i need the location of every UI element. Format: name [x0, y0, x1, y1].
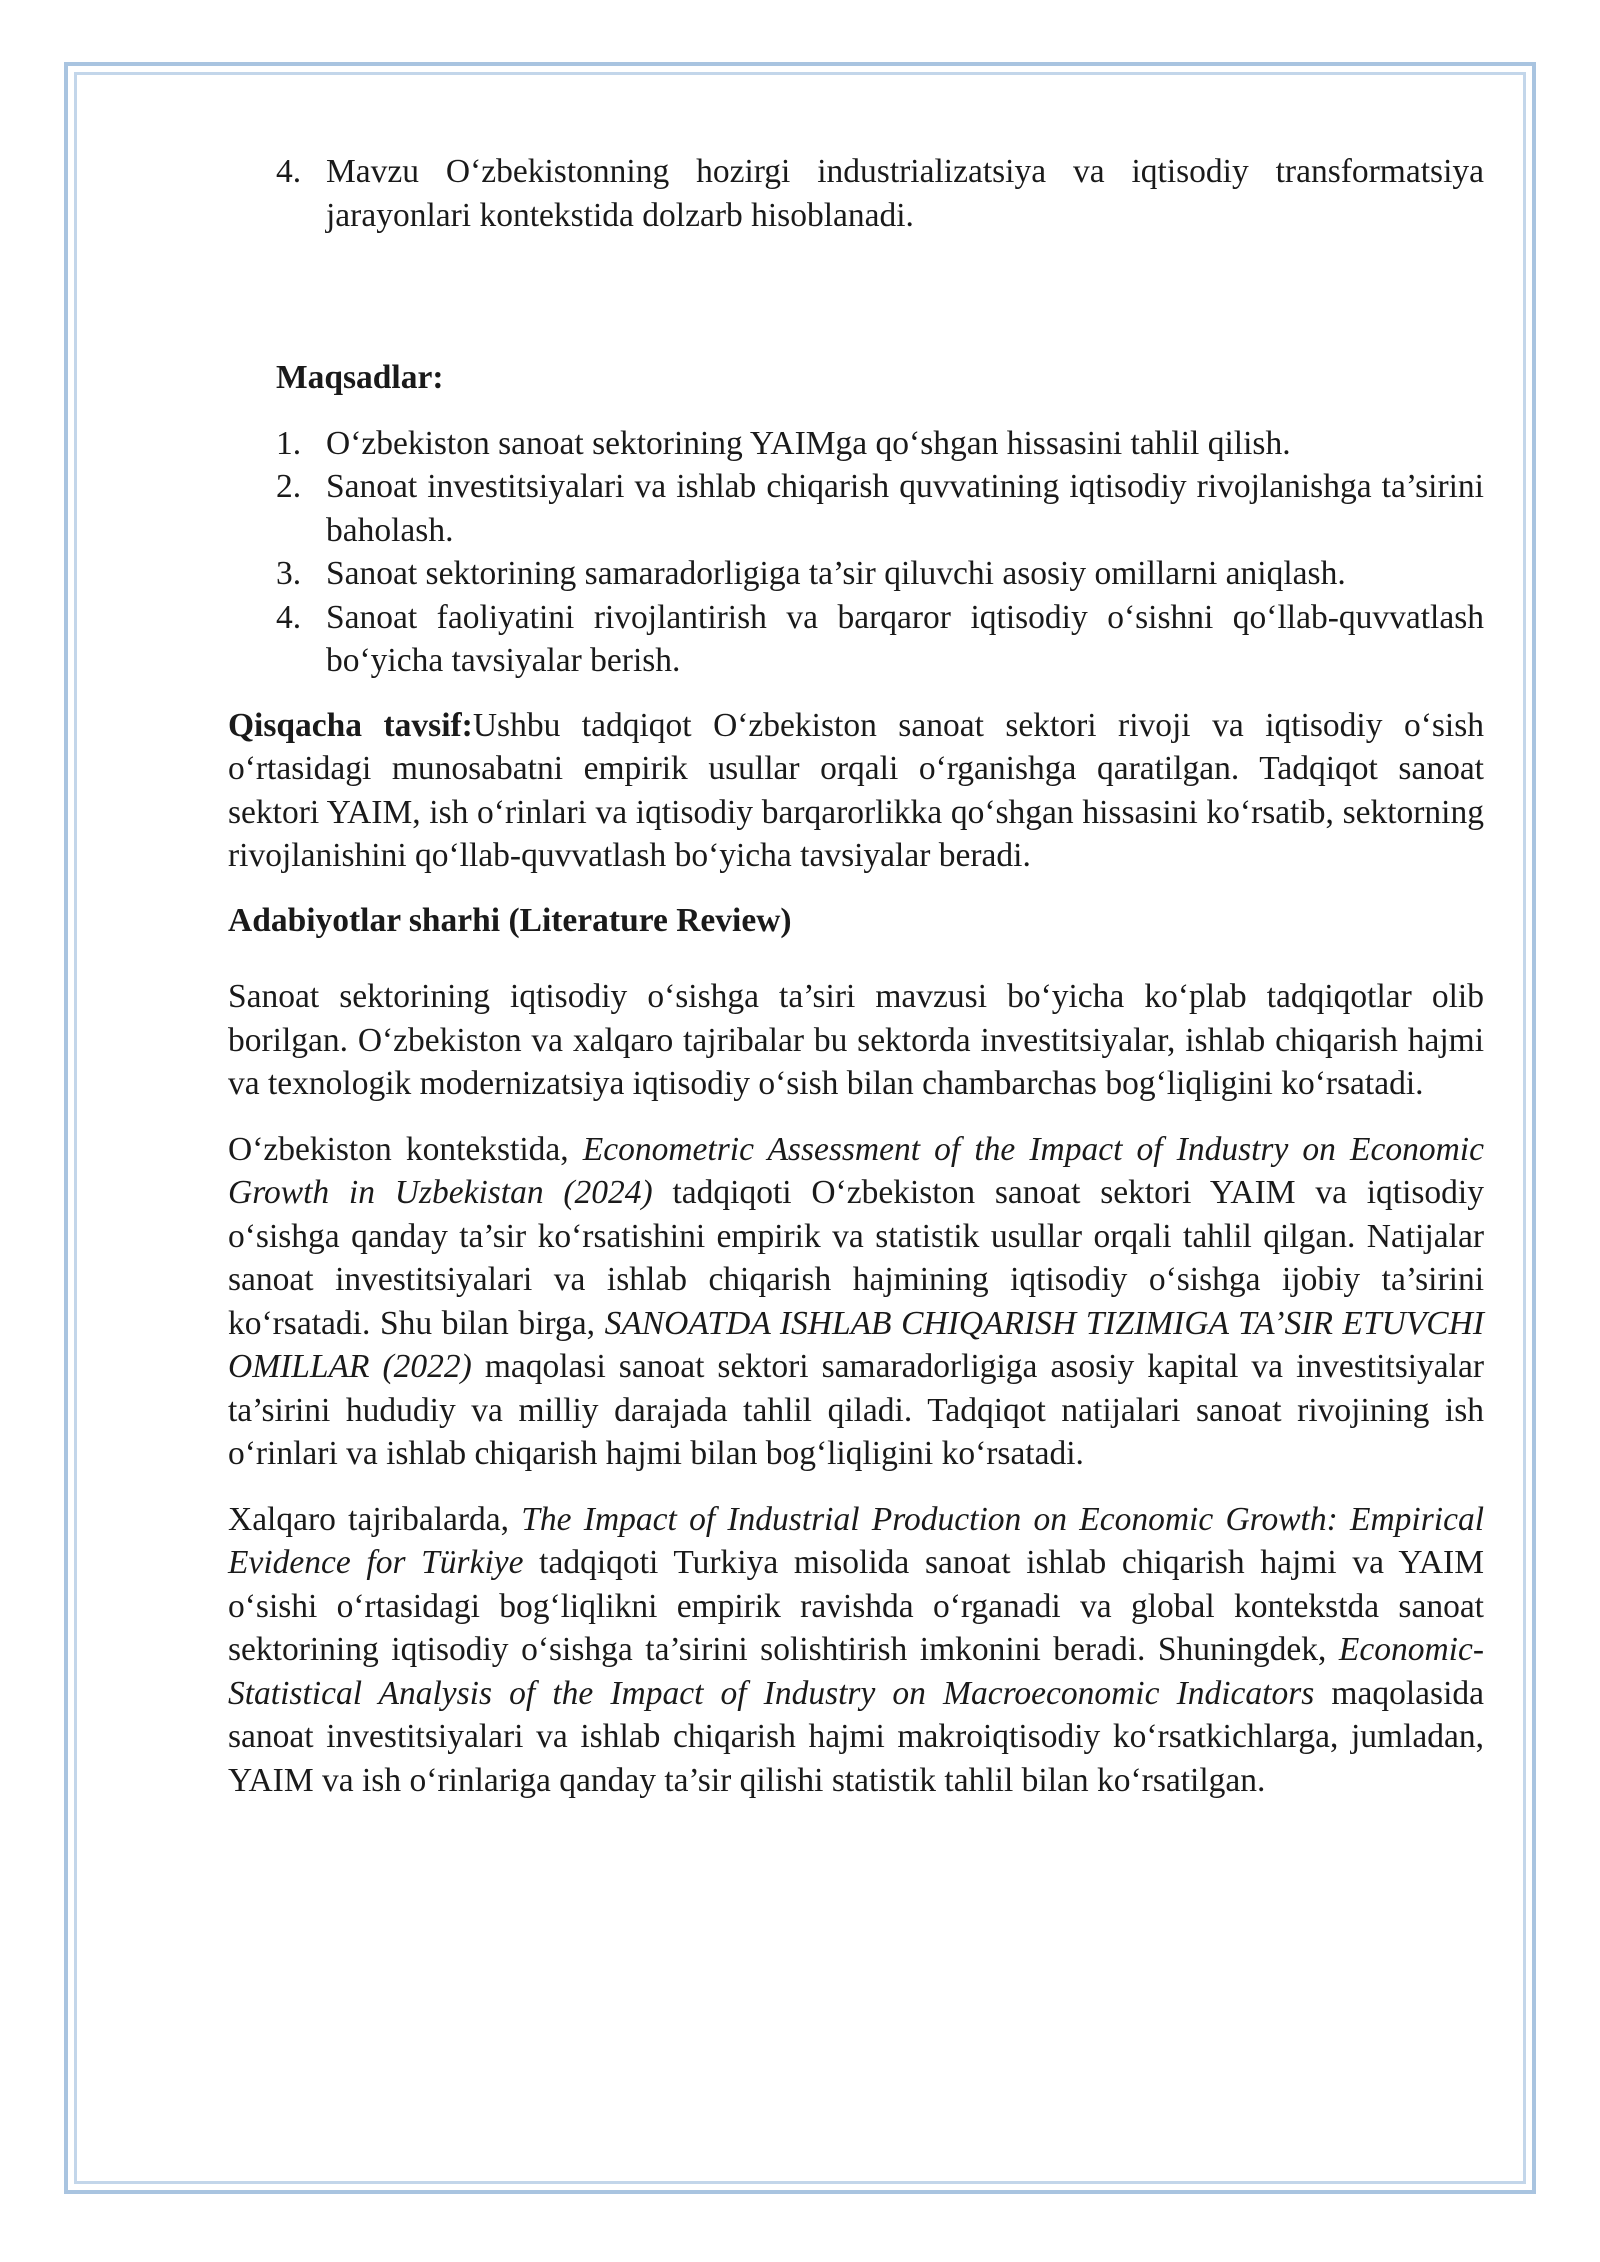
- document-body: [228, 150, 1484, 1802]
- list-item: [276, 596, 1484, 683]
- paragraph-text: Xalqaro tajribalarda,: [228, 1500, 522, 1538]
- literature-heading: Adabiyotlar sharhi (Literature Review): [228, 901, 792, 939]
- summary-label: Qisqacha tavsif:: [228, 706, 473, 744]
- list-number: 4.: [276, 598, 302, 636]
- list-number: 3.: [276, 555, 302, 592]
- list-item: [276, 465, 1484, 552]
- list-item-text: Sanoat investitsiyalari va ishlab chiqarish quvvatining iqtisodiy rivojlanishga ta’sirini baholash.: [326, 468, 1484, 549]
- list-item: [276, 422, 1484, 466]
- cited-title: SANOATDA ISHLAB CHIQARISH TIZIMIGA TA’SIR ETUVCHI OMILLAR (2022): [228, 1304, 1484, 1385]
- paragraph-text: tadqiqoti O‘zbekiston sanoat sektori YAIM va iqtisodiy o‘sishga qanday ta’sir ko‘rsatishini empirik va statistik usullar orqali tahlil qilgan. Natijalar sanoat investitsiyalari va ishlab chiqarish hajmining iqtisodiy o‘sishga ijobiy ta’sirini ko‘rsatadi. Shu bilan birga,: [228, 1174, 1484, 1342]
- list-number: 2.: [276, 468, 302, 505]
- intro-list: [228, 150, 1484, 237]
- paragraph-text: O‘zbekiston kontekstida,: [228, 1130, 583, 1168]
- list-item-text: O‘zbekiston sanoat sektorining YAIMga qo‘shgan hissasini tahlil qilish.: [326, 424, 1291, 462]
- list-number: 4.: [276, 153, 302, 190]
- list-item-text: Sanoat faoliyatini rivojlantirish va barqaror iqtisodiy o‘sishni qo‘llab-quvvatlash bo‘yicha tavsiyalar berish.: [326, 598, 1484, 679]
- cited-title: Econometric Assessment of the Impact of Industry on Economic Growth in Uzbekistan (2024): [228, 1130, 1484, 1211]
- list-number: 1.: [276, 424, 302, 462]
- goals-list: [228, 422, 1484, 683]
- summary-text: Ushbu tadqiqot O‘zbekiston sanoat sektori rivoji va iqtisodiy o‘sish o‘rtasidagi munosabatni empirik usullar orqali o‘rganishga qaratilgan. Tadqiqot sanoat sektori YAIM, ish o‘rinlari va iqtisodiy barqarorlikka qo‘shgan hissasini ko‘rsatib, sektorning rivojlanishini qo‘llab-quvvatlash bo‘yicha tavsiyalar beradi.: [228, 706, 1484, 874]
- summary-paragraph: [228, 704, 1484, 878]
- list-item: [276, 150, 1484, 237]
- cited-title: Economic-Statistical Analysis of the Impact of Industry on Macroeconomic Indicators: [228, 1631, 1484, 1712]
- list-item-text: Sanoat sektorining samaradorligiga ta’sir qiluvchi asosiy omillarni aniqlash.: [326, 555, 1346, 592]
- list-item: [276, 552, 1484, 596]
- goals-heading: Maqsadlar:: [276, 359, 444, 396]
- list-item-text: Mavzu O‘zbekistonning hozirgi industrializatsiya va iqtisodiy transformatsiya jarayonlari kontekstida dolzarb hisoblanadi.: [326, 153, 1484, 234]
- cited-title: The Impact of Industrial Production on Economic Growth: Empirical Evidence for Türkiye: [228, 1500, 1484, 1581]
- paragraph-text: maqolasida sanoat investitsiyalari va ishlab chiqarish hajmi makroiqtisodiy ko‘rsatkichlarga, jumladan, YAIM va ish o‘rinlariga qanday ta’sir qilishi statistik tahlil bilan ko‘rsatilgan.: [228, 1674, 1484, 1799]
- paragraph-text: maqolasi sanoat sektori samaradorligiga asosiy kapital va investitsiyalar ta’sirini hududiy va milliy darajada tahlil qiladi. Tadqiqot natijalari sanoat rivojining ish o‘rinlari va ishlab chiqarish hajmi bilan bog‘liqligini ko‘rsatadi.: [228, 1348, 1485, 1472]
- literature-paragraph-1: Sanoat sektorining iqtisodiy o‘sishga ta’siri mavzusi bo‘yicha ko‘plab tadqiqotlar olib borilgan. O‘zbekiston va xalqaro tajribalar bu sektorda investitsiyalar, ishlab chiqarish hajmi va texnologik modernizatsiya iqtisodiy o‘sish bilan chambarchas bog‘liqligini ko‘rsatadi.: [228, 978, 1484, 1102]
- paragraph-text: tadqiqoti Turkiya misolida sanoat ishlab chiqarish hajmi va YAIM o‘sishi o‘rtasidagi bog‘liqlikni empirik ravishda o‘rganadi va global kontekstda sanoat sektorining iqtisodiy o‘sishga ta’sirini solishtirish imkonini beradi. Shuningdek,: [228, 1544, 1484, 1668]
- literature-paragraph-3: [228, 1498, 1484, 1803]
- literature-paragraph-2: [228, 1128, 1484, 1476]
